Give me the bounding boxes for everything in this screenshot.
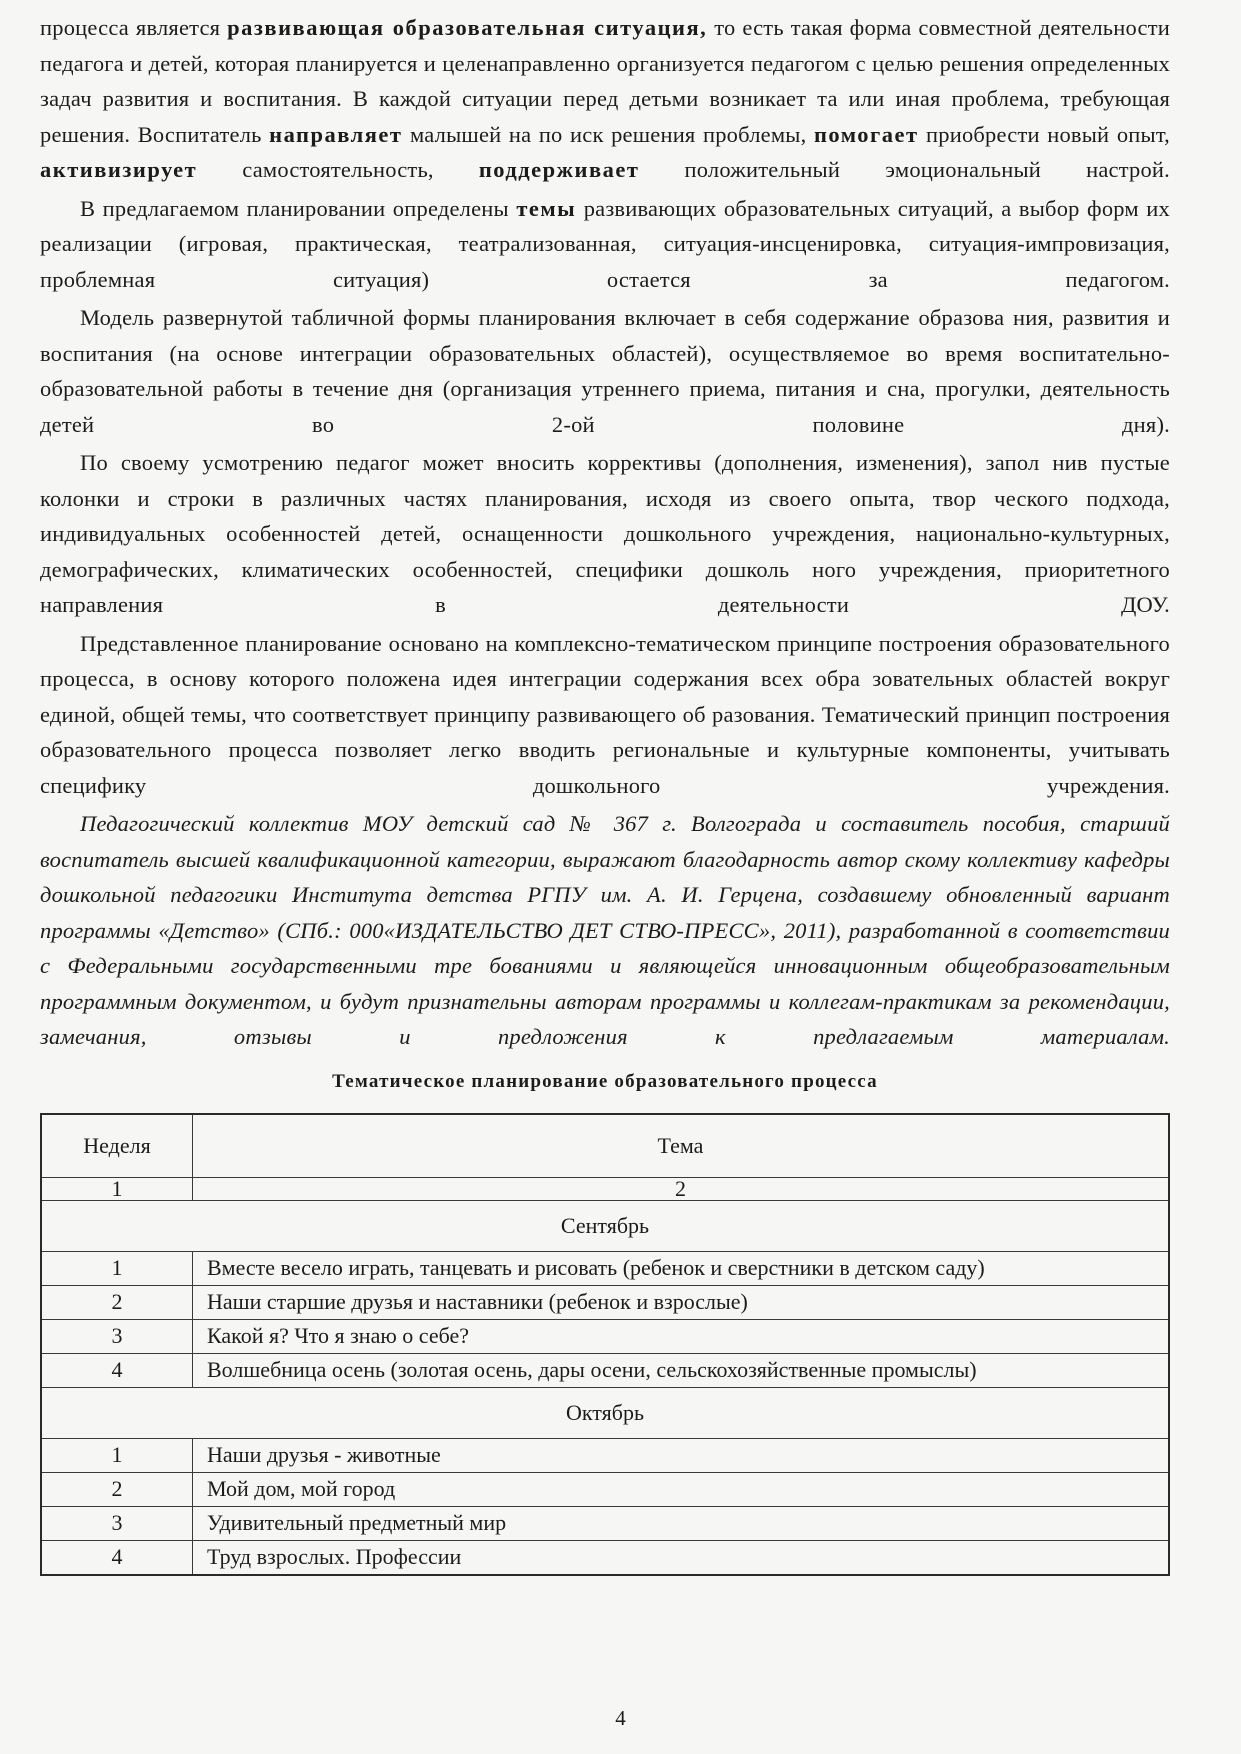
text-span: развивающих образовательных ситуаций, а выбор форм их реализации (игровая, практическая, театрализованная, ситуация-инсценировка, ситуация-импровизация, проблемная ситуация) остается за педагогом. — [40, 195, 1170, 292]
week-number: 4 — [41, 1540, 193, 1575]
bold-term: направляет — [269, 121, 403, 147]
week-number: 1 — [41, 1251, 193, 1285]
text-span: положительный эмоциональный настрой. — [639, 157, 1171, 182]
text-span: самостоятельность, — [197, 157, 479, 182]
text-span: процесса является — [40, 15, 228, 40]
table-column-number-row — [41, 1177, 1169, 1200]
paragraph-corrections: По своему усмотрению педагог может вносить коррективы (дополнения, изменения), запол нив пустые колонки и строки в различных частях планирования, исходя из своего опыта, твор ческого подхода, индивидуальных особенностей детей, оснащенности дошкольного учреждения, национально-культурных, демографических, климатических особенностей, специфики дошколь ного учреждения, приоритетного направления в деятельности ДОУ. — [40, 450, 1170, 617]
bold-term: активизирует — [40, 157, 198, 182]
bold-term: поддерживает — [478, 157, 640, 182]
month-row-october — [41, 1387, 1169, 1438]
table-row — [41, 1472, 1169, 1506]
month-label: Сентябрь — [41, 1200, 1169, 1251]
week-number: 3 — [41, 1319, 193, 1353]
text-span: малышей на по иск решения проблемы, — [402, 121, 814, 147]
text-span: В предлагаемом планировании определены — [80, 195, 517, 221]
paragraph-situation — [40, 10, 1170, 188]
table-row — [41, 1251, 1169, 1285]
topic-cell: Труд взрослых. Профессии — [193, 1540, 1170, 1575]
topic-cell: Волшебница осень (золотая осень, дары осени, сельскохозяйственные промыслы) — [193, 1353, 1170, 1387]
table-header-row — [41, 1114, 1169, 1178]
paragraph-model: Модель развернутой табличной формы планирования включает в себя содержание образова ния, развития и воспитания (на основе интеграции образовательных областей), осуществляемое во время воспитательно-образовательной работы в течение дня (организация утреннего приема, питания и сна, прогулки, деятельность детей во 2-ой половине дня). — [40, 305, 1170, 437]
bold-term: развивающая образовательная ситуация, — [227, 15, 708, 40]
text-span: то есть такая форма совместной деятельности педагога и детей, которая планируется и целенаправленно организуется педагогом с целью решения определенных задач развития и воспитания. В каждой ситуации перед детьми возникает та или иная проблема, требующая решения. Воспитатель — [40, 15, 1170, 147]
week-number: 2 — [41, 1472, 193, 1506]
table-row — [41, 1506, 1169, 1540]
week-number: 2 — [41, 1285, 193, 1319]
topic-cell: Удивительный предметный мир — [193, 1506, 1170, 1540]
week-number: 3 — [41, 1506, 193, 1540]
table-row — [41, 1353, 1169, 1387]
week-number: 4 — [41, 1353, 193, 1387]
topic-cell: Наши друзья - животные — [193, 1438, 1170, 1472]
text-span: приобрести новый опыт, — [918, 121, 1170, 147]
header-week: Неделя — [41, 1114, 193, 1178]
topic-cell: Наши старшие друзья и наставники (ребенок и взрослые) — [193, 1285, 1170, 1319]
paragraph-themes — [40, 191, 1170, 298]
column-number: 2 — [193, 1177, 1170, 1200]
table-row — [41, 1540, 1169, 1575]
paragraph-principle: Представленное планирование основано на комплексно-тематическом принципе построения образовательного процесса, в основу которого положена идея интеграции содержания всех обра зовательных областей вокруг единой, общей темы, что соответствует принципу развивающего об разования. Тематический принцип построения образовательного процесса позволяет легко вводить региональные и культурные компоненты, учитывать специфику дошкольного учреждения. — [40, 630, 1170, 798]
week-number: 1 — [41, 1438, 193, 1472]
month-label: Октябрь — [41, 1387, 1169, 1438]
topic-cell: Мой дом, мой город — [193, 1472, 1170, 1506]
month-row-september — [41, 1200, 1169, 1251]
thematic-plan-table — [40, 1113, 1170, 1576]
page-number: 4 — [615, 1706, 626, 1730]
header-topic: Тема — [193, 1114, 1170, 1178]
table-row — [41, 1438, 1169, 1472]
table-row — [41, 1285, 1169, 1319]
table-row — [41, 1319, 1169, 1353]
table-title: Тематическое планирование образовательного процесса — [332, 1070, 878, 1092]
document-page — [40, 10, 1170, 1576]
paragraph-acknowledgement: Педагогический коллектив МОУ детский сад № 367 г. Волгограда и составитель пособия, старший воспитатель высшей квалификационной категории, выражают благодарность автор скому коллективу кафедры дошкольной педагогики Института детства РГПУ им. А. И. Герцена, создавшему обновленный вариант программы «Детство» (СПб.: 000«ИЗДАТЕЛЬСТВО ДЕТ СТВО-ПРЕСС», 2011), разработанной в соответствии с Федеральными государственными тре бованиями и являющейся инновационным общеобразовательным программным документом, и будут признательны авторам программы и коллегам-практикам за рекомендации, замечания, отзывы и предложения к предлагаемым материалам. — [40, 811, 1170, 1049]
topic-cell: Какой я? Что я знаю о себе? — [193, 1319, 1170, 1353]
bold-term: темы — [516, 195, 577, 221]
column-number: 1 — [41, 1177, 193, 1200]
topic-cell: Вместе весело играть, танцевать и рисовать (ребенок и сверстники в детском саду) — [193, 1251, 1170, 1285]
bold-term: помогает — [813, 121, 919, 147]
